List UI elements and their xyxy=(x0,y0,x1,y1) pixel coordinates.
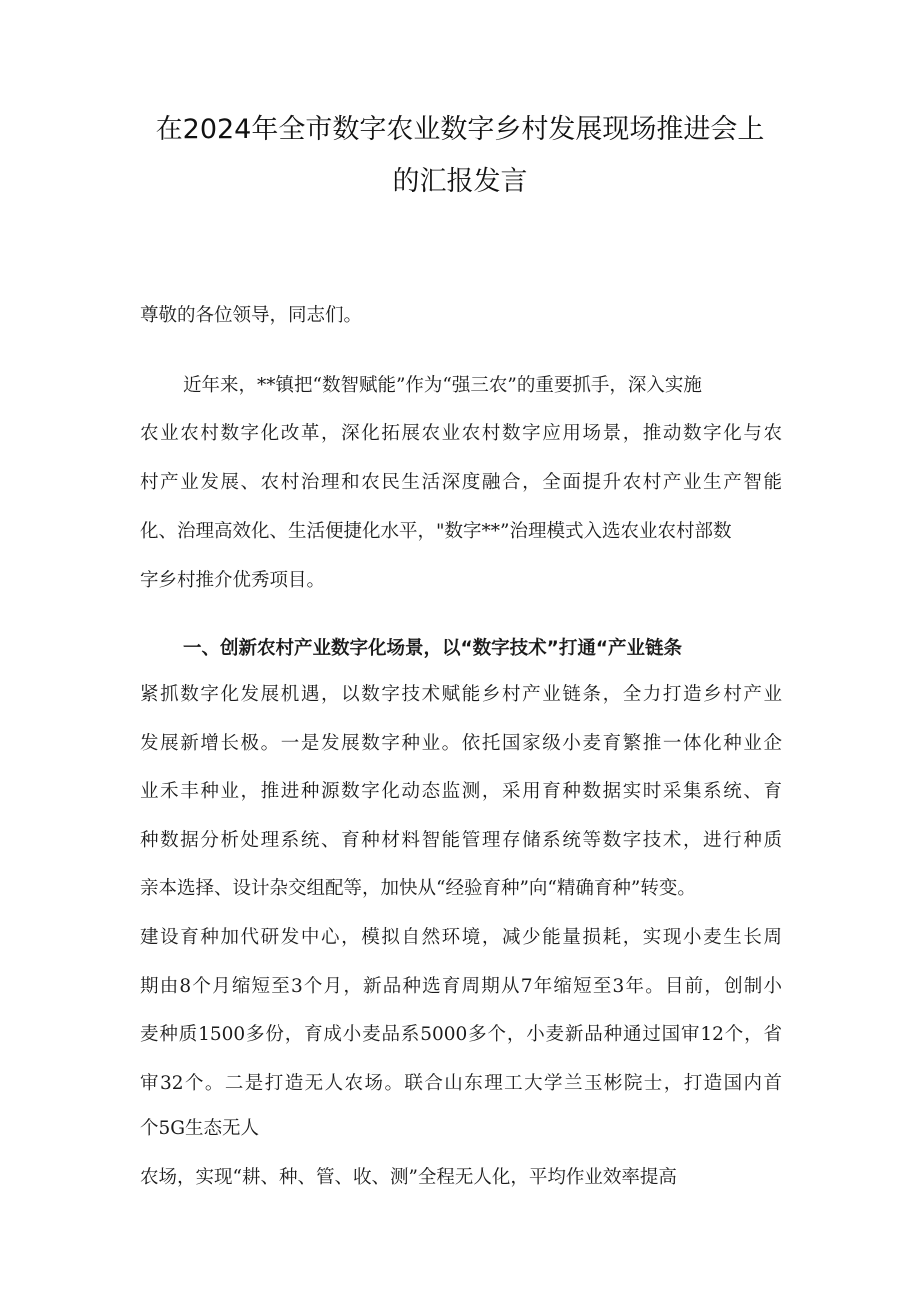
body-line: 期由8个月缩短至3个月，新品种选育周期从7年缩短至3年。目前，创制小 xyxy=(140,976,782,997)
document-title-line-1: 在2024年全市数字农业数字乡村发展现场推进会上 xyxy=(155,114,765,145)
salutation: 尊敬的各位领导，同志们。 xyxy=(140,305,363,326)
intro-line: 化、治理高效化、生活便捷化水平，"数字**”治理模式入选农业农村部数 xyxy=(140,521,732,542)
body-line: 种数据分析处理系统、育种材料智能管理存储系统等数字技术，进行种质 xyxy=(140,830,782,851)
section-heading: 一、创新农村产业数字化场景，以“数字技术”打通“产业链条 xyxy=(183,638,682,659)
body-line: 业禾丰种业，推进种源数字化动态监测，采用育种数据实时采集系统、育 xyxy=(140,781,782,802)
body-line: 审32个。二是打造无人农场。联合山东理工大学兰玉彬院士，打造国内首 xyxy=(140,1073,782,1094)
body-line: 农场，实现“耕、种、管、收、测”全程无人化，平均作业效率提高 xyxy=(140,1167,677,1188)
document-title-line-2: 的汇报发言 xyxy=(392,166,528,197)
intro-line: 村产业发展、农村治理和农民生活深度融合，全面提升农村产业生产智能 xyxy=(140,472,782,493)
body-line: 发展新增长极。一是发展数字种业。依托国家级小麦育繁推一体化种业企 xyxy=(140,733,782,754)
body-line: 麦种质1500多份，育成小麦品系5000多个，小麦新品种通过国审12个，省 xyxy=(140,1024,782,1045)
body-line: 紧抓数字化发展机遇，以数字技术赋能乡村产业链条，全力打造乡村产业 xyxy=(140,684,782,705)
body-line: 个5G生态无人 xyxy=(140,1118,260,1139)
body-line: 建设育种加代研发中心，模拟自然环境，减少能量损耗，实现小麦生长周 xyxy=(140,927,782,948)
body-line: 亲本选择、设计杂交组配等，加快从“经验育种”向“精确育种”转变。 xyxy=(140,878,696,899)
intro-line: 字乡村推介优秀项目。 xyxy=(140,570,326,591)
intro-line: 农业农村数字化改革，深化拓展农业农村数字应用场景，推动数字化与农 xyxy=(140,423,782,444)
intro-line: 近年来，**镇把“数智赋能”作为“强三农”的重要抓手，深入实施 xyxy=(183,375,702,396)
